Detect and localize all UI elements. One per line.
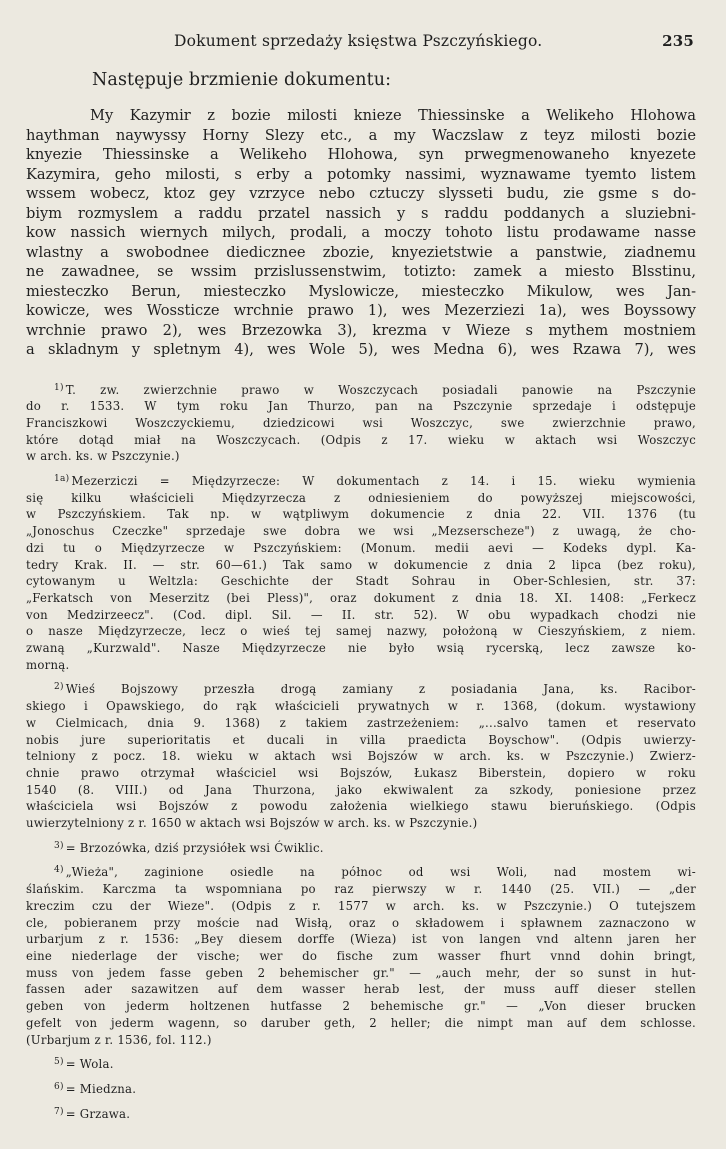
footnote-text: kreczim czu der Wieze". (Odpis z r. 1577 w arch. ks. w Pszczynie.) O tutejszem — [26, 898, 696, 913]
footnote-text: gefelt von jederm wagenn, so daruber geth, 2 heller; die nimpt man auf dem schlosse. — [26, 1015, 696, 1030]
main-text — [26, 106, 696, 360]
footnote-mark: 1a) — [54, 474, 70, 485]
footnote-line — [26, 915, 696, 932]
footnote-text: do r. 1533. W tym roku Jan Thurzo, pan na Pszczynie sprzedaje i odstępuje — [26, 399, 696, 414]
footnote — [26, 862, 696, 1048]
footnote-line — [26, 573, 696, 590]
main-text-line: My Kazymir z bozie milosti knieze Thiessinske a Welikeho Hlohowa — [90, 107, 696, 124]
footnote-line — [26, 523, 696, 540]
main-text-line: knyezie Thiessinske a Welikeho Hlohowa, syn prwegmenowaneho knyezete — [26, 146, 696, 163]
footnote-mark: 4) — [54, 865, 64, 876]
footnote-line — [26, 965, 696, 982]
footnote-line — [26, 898, 696, 915]
footnote-text: „Jonoschus Czeczke" sprzedaje swe dobra we wsi „Mezserscheze") z uwagą, że cho- — [26, 524, 696, 539]
footnote-line — [26, 448, 696, 465]
footnote-text: T. zw. zwierzchnie prawo w Woszczycach posiadali panowie na Pszczynie — [65, 382, 696, 397]
footnote-text: uwierzytelniony z r. 1650 w aktach wsi Bojszów w arch. ks. w Pszczynie.) — [26, 816, 478, 831]
main-text-line: ne zawadnee, se wssim przislussenstwim, totizto: zamek a miesto Blsstinu, — [26, 263, 696, 280]
footnote-line — [26, 380, 696, 399]
footnote-line — [26, 698, 696, 715]
footnote-text: „Wieża", zaginione osiedle na północ od wsi Woli, nad mostem wi- — [65, 865, 696, 880]
footnote-text: 1540 (8. VIII.) od Jana Thurzona, jako ekwiwalent za szkody, poniesione przez — [26, 782, 696, 797]
footnote-line — [26, 657, 696, 674]
footnote-line — [26, 1054, 696, 1073]
main-text-line: haythman naywyssy Horny Slezy etc., a my Waczslaw z teyz milosti bozie — [26, 126, 696, 144]
footnote-line — [26, 607, 696, 624]
footnote-text: skiego i Opawskiego, do rąk właścicieli prywatnych w r. 1368, (dokum. wystawiony — [26, 699, 696, 714]
footnote-text: (Urbarjum z r. 1536, fol. 112.) — [26, 1032, 212, 1047]
footnote-text: w Pszczyńskiem. Tak np. w wątpliwym dokumencie z dnia 22. VII. 1376 (tu — [26, 507, 696, 522]
footnote — [26, 1079, 696, 1098]
footnote-line — [26, 765, 696, 782]
footnote-mark: 2) — [54, 682, 64, 693]
footnote-text: w arch. ks. w Pszczynie.) — [26, 449, 180, 464]
footnote — [26, 1054, 696, 1073]
footnote-text: dzi tu o Międzyrzecze w Pszczyńskiem: (Monum. medii aevi — Kodeks dypl. Ka- — [26, 540, 696, 555]
footnote-line — [26, 490, 696, 507]
footnote-text: tedry Krak. II. — str. 60—61.) Tak samo w dokumencie z dnia 2 lipca (bez roku), — [26, 557, 696, 572]
footnote-line — [26, 881, 696, 898]
footnote-text: = Brzozówka, dziś przysiółek wsi Ćwiklic. — [65, 840, 324, 855]
footnote — [26, 1104, 696, 1123]
main-text-line: wssem wobecz, ktoz gey vzrzyce nebo cztuczy slysseti budu, zie gsme s do- — [26, 185, 696, 202]
footnote-text: o nasze Międzyrzecze, lecz o wieś tej samej nazwy, położoną w Cieszyńskiem, z niem. — [26, 624, 696, 639]
footnote-line — [26, 998, 696, 1015]
footnote-line — [26, 838, 696, 857]
footnote-text: muss von jedem fasse geben 2 behemischer gr." — „auch mehr, der so sunst in hut- — [26, 965, 696, 980]
footnote-text: = Miedzna. — [65, 1081, 137, 1096]
footnote-text: nobis jure superioritatis et ducali in villa praedicta Boyschow". (Odpis uwierzy- — [26, 732, 696, 747]
footnote-line — [26, 715, 696, 732]
footnote-text: cle, pobieranem przy moście nad Wisłą, oraz o składowem i spławnem zaznaczono w — [26, 915, 696, 930]
footnote-text: zwaną „Kurzwald". Nasze Międzyrzecze nie było wsią rycerską, lecz zawsze ko- — [26, 641, 696, 656]
footnote-text: cytowanym u Weltzla: Geschichte der Stadt Sohrau in Ober-Schlesien, str. 37: — [26, 574, 696, 589]
footnote-text: Wieś Bojszowy przeszła drogą zamiany z posiadania Jana, ks. Racibor- — [65, 682, 696, 697]
footnote-line — [26, 1104, 696, 1123]
footnote-line — [26, 1032, 696, 1049]
footnote-line — [26, 981, 696, 998]
main-text-line: a skladnym y spletnym 4), wes Wole 5), wes Medna 6), wes Rzawa 7), wes — [26, 341, 696, 358]
footnote-line — [26, 432, 696, 449]
main-text-line: wlastny a swobodnee diedicznee zbozie, knyezietstwie a panstwie, ziadnemu — [26, 243, 696, 261]
footnote-line — [26, 1079, 696, 1098]
footnote-text: fassen ader sazawitzen auf dem wasser herab lest, der muss auff dieser stellen — [26, 982, 696, 997]
footnote-text: urbarjum z r. 1536: „Bey diesem dorffe (Wieza) ist von langen vnd altenn jaren her — [26, 932, 696, 947]
footnote-text: von Medzirzeecz". (Cod. dipl. Sil. — II. str. 52). W obu wypadkach chodzi nie — [26, 607, 696, 622]
footnote-line — [26, 1015, 696, 1032]
footnote-text: chnie prawo otrzymał właściciel wsi Bojszów, Łukasz Biberstein, dopiero w roku — [26, 765, 696, 780]
footnote-text: ślańskim. Karczma ta wspomniana po raz pierwszy w r. 1440 (25. VII.) — „der — [26, 882, 696, 897]
footnotes — [26, 380, 696, 1123]
footnote-line — [26, 782, 696, 799]
footnote-text: = Wola. — [65, 1057, 114, 1072]
footnote-line — [26, 748, 696, 765]
footnote-line — [26, 471, 696, 490]
main-text-line: wrchnie prawo 2), wes Brzezowka 3), krezma v Wieze s mythem mostniem — [26, 321, 696, 339]
footnote-line — [26, 415, 696, 432]
running-header — [26, 30, 696, 54]
footnote-text: Mezerziczi = Międzyrzecze: W dokumentach z 14. i 15. wieku wymienia — [71, 474, 696, 489]
footnote-text: = Grzawa. — [65, 1106, 131, 1121]
footnote-text: eine niederlage der vische; wer do fische zum wasser fhurt vnnd dohin bringt, — [26, 949, 696, 963]
footnote-text: geben von jederm holtzenen hutfasse 2 behemische gr." — „Von dieser brucken — [26, 999, 696, 1014]
footnote-line — [26, 679, 696, 698]
footnote-line — [26, 640, 696, 657]
section-intro: Następuje brzmienie dokumentu: — [92, 70, 392, 90]
footnote-line — [26, 815, 696, 832]
footnote-line — [26, 862, 696, 881]
footnote-mark: 3) — [54, 840, 64, 851]
footnote-mark: 7) — [54, 1106, 64, 1117]
footnote — [26, 380, 696, 466]
footnote-line — [26, 398, 696, 415]
footnote-line — [26, 506, 696, 523]
footnote-line — [26, 623, 696, 640]
footnote-line — [26, 931, 696, 948]
main-text-line: biym rozmyslem a raddu przatel nassich y s raddu poddanych a sluziebni- — [26, 204, 696, 222]
footnote-text: które dotąd miał na Woszczycach. (Odpis z 17. wieku w aktach wsi Woszczyc — [26, 432, 696, 447]
page-number: 235 — [662, 32, 694, 50]
footnote-line — [26, 590, 696, 607]
footnote-line — [26, 732, 696, 749]
footnote-mark: 6) — [54, 1081, 64, 1092]
footnote — [26, 471, 696, 673]
main-text-line: Kazymira, geho milosti, s erby a potomky nassimi, wyznawame tyemto listem — [26, 165, 696, 183]
footnote-line — [26, 948, 696, 965]
running-title: Dokument sprzedaży księstwa Pszczyńskiego. — [174, 32, 543, 50]
footnote-text: się kilku właścicieli Międzyrzecza z odniesieniem do powyższej miejscowości, — [26, 490, 696, 505]
footnote-text: telniony z pocz. 18. wieku w aktach wsi Bojszów w arch. ks. w Pszczynie.) Zwierz- — [26, 749, 696, 764]
main-text-line: kowicze, wes Wossticze wrchnie prawo 1), wes Mezerziezi 1a), wes Boyssowy — [26, 302, 696, 319]
main-text-line: kow nassich wiernych milych, prodali, a moczy tohoto listu prodawame nasse — [26, 224, 696, 241]
footnote-mark: 5) — [54, 1057, 64, 1068]
footnote-line — [26, 557, 696, 574]
footnote-text: właściciela wsi Bojszów z powodu założenia wielkiego stawu bieruńskiego. (Odpis — [26, 799, 696, 814]
footnote-text: Franciszkowi Woszczyckiemu, dziedzicowi wsi Woszczyc, swe zwierzchnie prawo, — [26, 415, 696, 430]
footnote-line — [26, 798, 696, 815]
footnote-text: morną. — [26, 657, 70, 672]
footnote — [26, 838, 696, 857]
footnote-line — [26, 540, 696, 557]
footnote-text: w Cielmicach, dnia 9. 1368) z takiem zastrzeżeniem: „...salvo tamen et reservato — [26, 715, 696, 730]
footnote — [26, 679, 696, 831]
footnote-text: „Ferkatsch von Meserzitz (bei Pless)", oraz dokument z dnia 18. XI. 1408: „Ferkecz — [26, 590, 696, 605]
main-text-line: miesteczko Berun, miesteczko Myslowicze, miesteczko Mikulow, wes Jan- — [26, 282, 696, 300]
footnote-mark: 1) — [54, 382, 64, 393]
